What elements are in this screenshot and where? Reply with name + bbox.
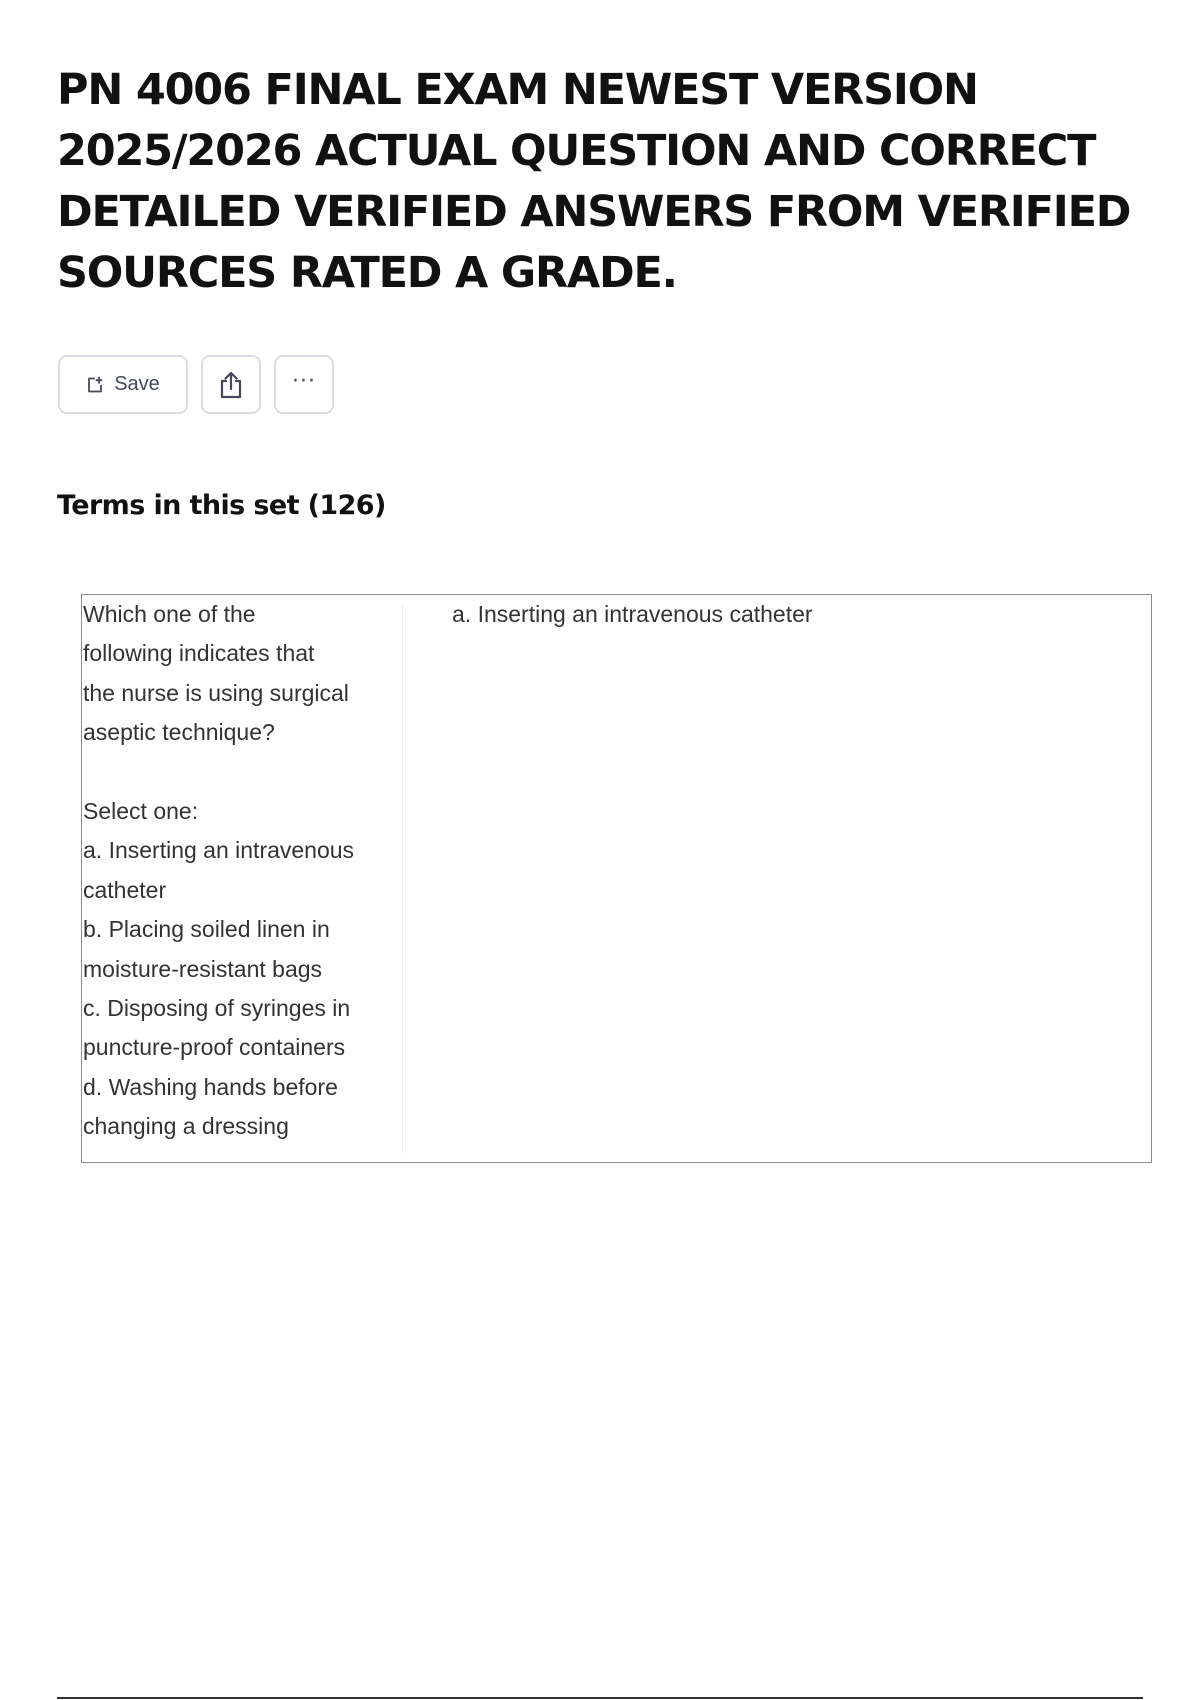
term-divider [402,603,403,1153]
more-options-button[interactable] [274,355,334,414]
share-icon [217,370,245,400]
share-button[interactable] [201,355,261,414]
page-title: PN 4006 FINAL EXAM NEWEST VERSION 2025/2026 ACTUAL QUESTION AND CORRECT DETAILED VERIFIED ANSWERS FROM VERIFIED SOURCES RATED A GRADE. [57,65,1131,298]
term-card [81,594,1152,1163]
save-button-label: Save [114,373,160,395]
action-bar [58,355,334,414]
more-options-icon: ··· [292,368,316,394]
save-bookmark-icon [86,376,104,394]
term-question: Which one of the following indicates that the nurse is using surgical aseptic technique? Select one: a. Inserting an intravenous catheter b. Placing soiled linen in moisture-resistant bags c. Disposing of syringes in puncture-proof containers d. Washing hands before changing a dressing [83,601,355,1140]
save-button[interactable] [58,355,188,414]
footer-divider [57,1697,1143,1699]
terms-heading: Terms in this set (126) [57,490,386,521]
term-answer: a. Inserting an intravenous catheter [452,601,813,627]
